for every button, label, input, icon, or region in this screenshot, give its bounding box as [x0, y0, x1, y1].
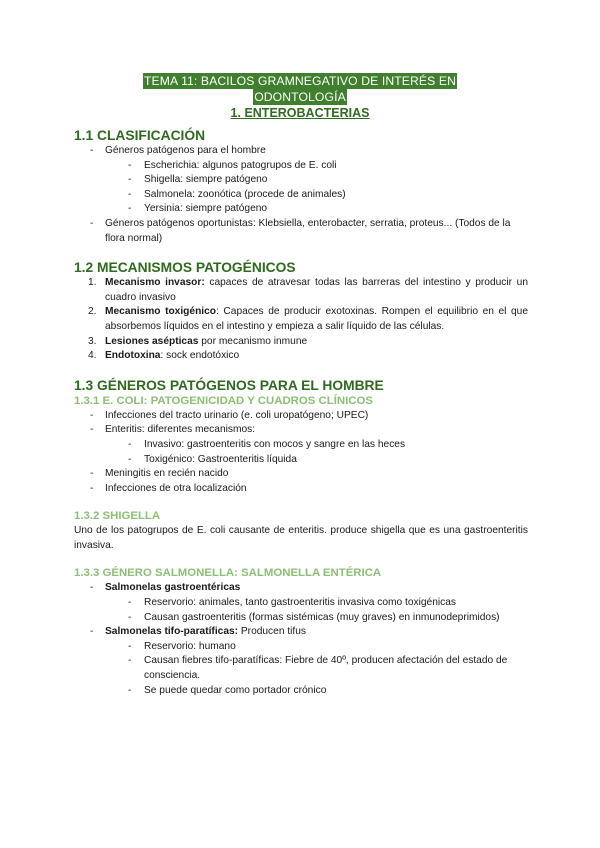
list-item: - Enteritis: diferentes mecanismos: [74, 423, 528, 438]
list-ecoli-2 [74, 467, 528, 496]
document-title [0, 73, 600, 122]
section-title: 1. ENTEROBACTERIAS [230, 106, 370, 120]
document-body [74, 127, 528, 698]
heading-mecanismos: 1.2 MECANISMOS PATOGÉNICOS [74, 260, 296, 276]
list-item: - Géneros patógenos oportunistas: Klebsiella, enterobacter, serratia, proteus... (Todos de la flora normal) [74, 217, 528, 246]
heading-salmonella: 1.3.3 GÉNERO SALMONELLA: SALMONELLA ENTÉRICA [74, 567, 382, 580]
heading-generos: 1.3 GÉNEROS PATÓGENOS PARA EL HOMBRE [74, 377, 384, 393]
list-item: - Reservorio: animales, tanto gastroenteritis invasiva como toxigénicas [74, 596, 528, 611]
title-line-2: ODONTOLOGÍA [254, 90, 346, 104]
list-item: - Salmonela: zoonótica (procede de animales) [74, 188, 528, 203]
list-item: - Meningitis en recién nacido [74, 467, 528, 482]
list-item: - Reservorio: humano [74, 640, 528, 655]
list-item: 1. Mecanismo invasor: capaces de atravesar todas las barreras del intestino y producir un cuadro invasivo [88, 277, 528, 303]
heading-ecoli: 1.3.1 E. COLI: PATOGENICIDAD Y CUADROS CLÍNICOS [74, 394, 373, 407]
list-item: - Toxigénico: Gastroenteritis líquida [74, 453, 528, 468]
paragraph-shigella: Uno de los patogrupos de E. coli causante de enteritis. produce shigella que es una gastroenteritis invasiva. [74, 525, 528, 551]
sublist-enteritis [74, 438, 528, 467]
list-clasificacion [74, 144, 528, 159]
list-item: - Infecciones del tracto urinario (e. coli uropatógeno; UPEC) [74, 409, 528, 424]
list-salmonella-2 [74, 625, 528, 640]
list-item: - Géneros patógenos para el hombre [74, 144, 528, 159]
title-line-1: TEMA 11: BACILOS GRAMNEGATIVO DE INTERÉS EN [144, 74, 456, 88]
list-item: - Se puede quedar como portador crónico [74, 684, 528, 699]
list-item: - Escherichia: algunos patogrupos de E. coli [74, 159, 528, 174]
heading-clasificacion: 1.1 CLASIFICACIÓN [74, 128, 206, 143]
list-item: - Invasivo: gastroenteritis con mocos y sangre en las heces [74, 438, 528, 453]
heading-shigella: 1.3.2 SHIGELLA [74, 510, 161, 523]
list-item: - Salmonelas gastroentéricas [74, 581, 528, 596]
list-item: 3. Lesiones asépticas por mecanismo inmune [88, 335, 308, 347]
sublist-generos [74, 159, 528, 217]
list-item: - Shigella: siempre patógeno [74, 173, 528, 188]
list-item: 4. Endotoxina: sock endotóxico [88, 350, 240, 362]
list-ecoli [74, 409, 528, 438]
list-item: - Causan fiebres tifo-paratíficas: Fiebre de 40º, producen afectación del estado de consciencia. [74, 654, 528, 683]
sublist-salmonella-1 [74, 596, 528, 625]
list-item: - Salmonelas tifo-paratíficas: Producen tifus [74, 625, 528, 640]
list-mecanismos [74, 276, 528, 364]
list-item: - Causan gastroenteritis (formas sistémicas (muy graves) en inmunodeprimidos) [74, 611, 528, 626]
sublist-salmonella-2 [74, 640, 528, 698]
list-item: 2. Mecanismo toxigénico: Capaces de producir exotoxinas. Rompen el equilibrio en el que absorbemos líquidos en el intestino y empieza a salir líquido de las células. [88, 306, 528, 332]
list-salmonella-1 [74, 581, 528, 596]
list-item: - Yersinia: siempre patógeno [74, 202, 528, 217]
list-item: - Infecciones de otra localización [74, 482, 528, 497]
list-clasificacion-2 [74, 217, 528, 246]
